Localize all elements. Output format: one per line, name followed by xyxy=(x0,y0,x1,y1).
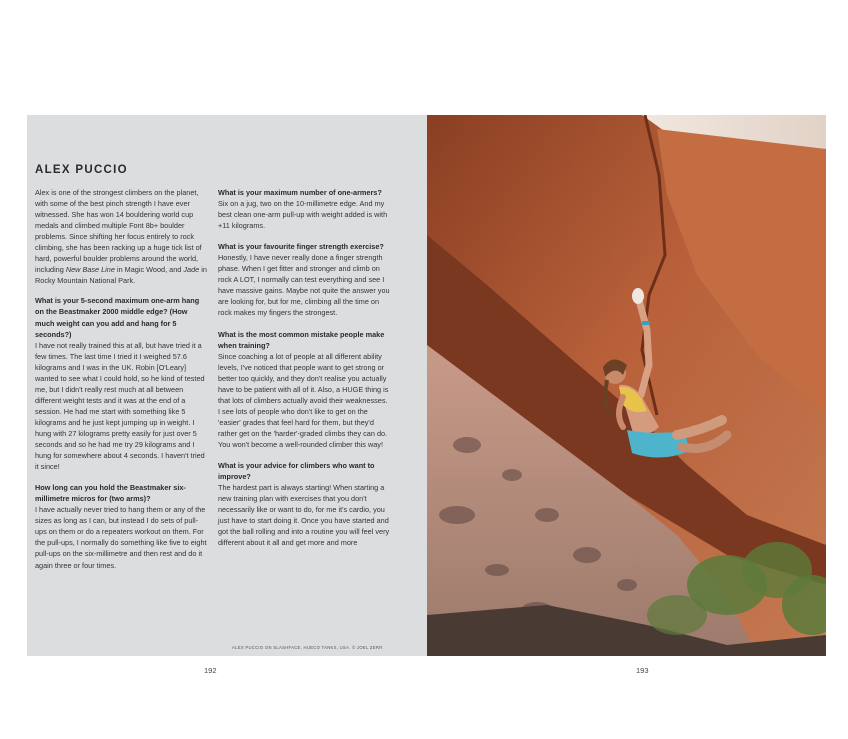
text-column-2 xyxy=(218,187,390,558)
answer: I have actually never tried to hang them or any of the sizes as long as I can, but instead I do sets of pull-ups on them or do a repeaters workout on them. For the pull-ups, I normally do something like five to eight pull-ups on the six-millimetre and then rest and do it again three or four times. xyxy=(35,505,207,570)
answer: Six on a jug, two on the 10-millimetre edge. And my best clean one-arm pull-up with weight added is with +11 kilograms. xyxy=(218,199,388,231)
photo-page xyxy=(427,115,826,656)
intro-text-3: in Rocky Mountain National Park. xyxy=(35,265,207,286)
question: What is the most common mistake people make when training? xyxy=(218,329,385,350)
question: What is your favourite finger strength exercise? xyxy=(218,242,384,252)
answer: Since coaching a lot of people at all different ability levels, I've noticed that people want to get strong or better too quickly, and they don't realise you actually have to be patient with all of it. Also, a HUGE thing is that lots of climbers actually avoid their weaknesses. I see lots of people who don't like to get on the 'easier' grades that feel hard for them, but they'd rather get on the 'harder'-graded climbs they can do. You won't become a well-rounded climber this way! xyxy=(218,351,389,449)
page-number-right: 193 xyxy=(636,666,649,675)
route-name-jade: Jade xyxy=(183,265,200,275)
photo-caption: ALEX PUCCIO ON SLASHFACE, HUECO TANKS, USA. © JOEL ZERR xyxy=(232,645,383,650)
intro-text-1: Alex is one of the strongest climbers on the planet, with some of the best pinch strength I have ever witnessed. She has won 14 bouldering world cup medals and climbed multiple Font 8b+ boulder problems. Since shifting her focus entirely to rock climbing, she has been racking up a huge tick list of hard, powerful boulder problems around the world, including xyxy=(35,188,202,275)
intro-paragraph xyxy=(35,187,207,286)
left-page xyxy=(27,115,427,656)
article-title: ALEX PUCCIO xyxy=(35,164,128,176)
question: What is your maximum number of one-armers? xyxy=(218,188,382,197)
answer: The hardest part is always starting! When starting a new training plan with exercises that you don't necessarily like or want to do, for me it's cardio, you just have to start doing it. Once you have started and got the ball rolling and into a routine you will feel very different about it all and get more and more xyxy=(218,483,390,548)
question: How long can you hold the Beastmaker six-millimetre micros for (two arms)? xyxy=(35,483,186,504)
answer: Honestly, I have never really done a finger strength phase. When I get fitter and stronger and climb on rock A LOT, I normally can test everything and see I have massive gains. Maybe not quite the answer you are looking for, but for me, climbing all the time on rock makes my fingers the strongest. xyxy=(218,253,390,318)
route-name-new-base-line: New Base Line xyxy=(65,265,115,275)
question: What is your 5-second maximum one-arm hang on the Beastmaker 2000 middle edge? (How much weight can you add and hang for 5 seconds?) xyxy=(35,296,200,339)
page-number-left: 192 xyxy=(204,666,217,675)
intro-text-2: in Magic Wood, and xyxy=(114,265,184,275)
question: What is your advice for climbers who want to improve? xyxy=(218,461,375,482)
climbing-photo xyxy=(427,115,826,656)
text-column-1 xyxy=(35,187,207,581)
answer: I have not really trained this at all, but have tried it a few times. The last time I tried it I weighed 57.6 kilograms and I was in the UK. Robin [O'Leary] wanted to see what I could hold, so he kind of tested me, but I didn't really rest much at all between different weight tests and it was at the end of a session. He had me start with something like 5 kilograms and he just kept jumping up in weight. I hung with 27 kilograms pretty easily for just over 5 seconds and so he had me try 29 kilograms and I hung for somewhere about 4 seconds. I haven't tried it since! xyxy=(35,340,205,472)
